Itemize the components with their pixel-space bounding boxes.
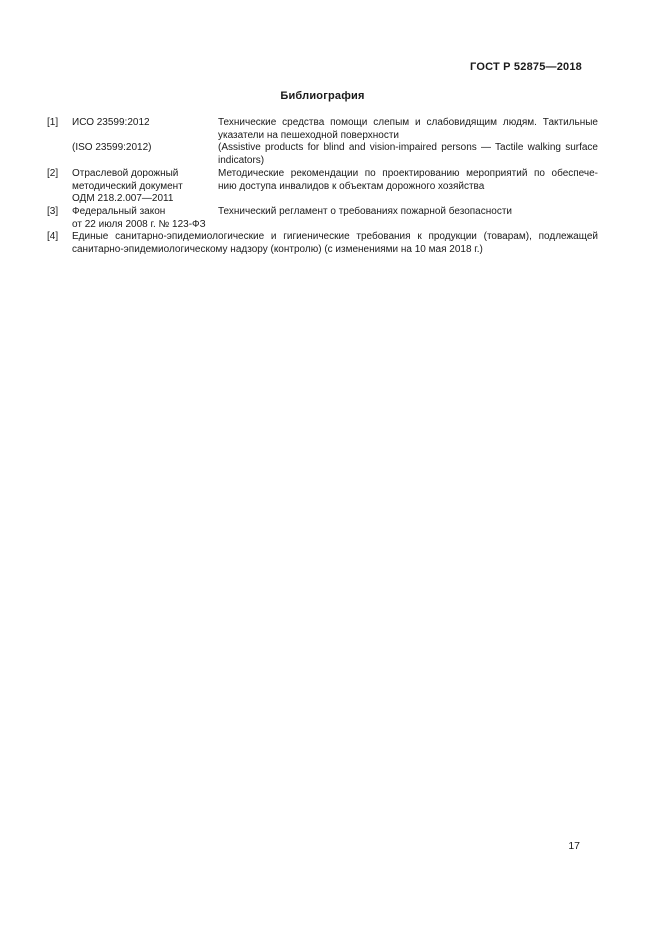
entry-source xyxy=(72,117,218,130)
entry-row xyxy=(72,206,598,231)
bibliography-entry-3 xyxy=(47,206,598,231)
description-line: Технический регламент о требованиях пожарной безопасности xyxy=(218,205,512,217)
description-line: (Assistive products for blind and vision-impaired persons — Tactile walking surface xyxy=(218,142,598,154)
entry-body xyxy=(72,168,598,206)
description-line: Единые санитарно-эпидемиологические и гигиенические требования к продукции (товарам), подлежащей xyxy=(72,231,598,243)
source-line: (ISO 23599:2012) xyxy=(72,142,152,154)
description-line: Методические рекомендации по проектированию мероприятий по обеспече- xyxy=(218,167,598,179)
entry-number: [1] xyxy=(47,117,59,128)
entry-number: [4] xyxy=(47,231,59,243)
description-line: указатели на пешеходной поверхности xyxy=(218,129,400,141)
bibliography-entry-2 xyxy=(47,168,598,206)
source-line: ИСО 23599:2012 xyxy=(72,117,150,128)
entry-description xyxy=(218,117,598,142)
entry-number: [2] xyxy=(47,167,59,179)
entry-description xyxy=(72,231,598,256)
entry-row-russian xyxy=(72,117,598,142)
page-number: 17 xyxy=(568,840,580,852)
entry-description xyxy=(218,142,598,167)
entry-row xyxy=(72,168,598,206)
entry-number: [3] xyxy=(47,205,59,217)
entry-source xyxy=(72,168,218,206)
entry-body xyxy=(72,206,598,231)
description-line: нию доступа инвалидов к объектам дорожного хозяйства xyxy=(218,180,485,192)
source-line: ОДМ 218.2.007—2011 xyxy=(72,193,174,205)
entry-source xyxy=(72,206,218,231)
entry-body xyxy=(72,231,598,256)
description-line: Технические средства помощи слепым и слабовидящим людям. Тактильные xyxy=(218,117,598,128)
bibliography-title: Библиография xyxy=(280,90,365,102)
bibliography-entry-4 xyxy=(47,231,598,256)
entry-body xyxy=(72,117,598,168)
entry-source xyxy=(72,142,218,155)
standard-number-header: ГОСТ Р 52875—2018 xyxy=(470,61,582,73)
entry-description xyxy=(218,206,598,219)
bibliography-entry-1 xyxy=(47,117,598,168)
entry-description xyxy=(218,168,598,193)
source-line: Федеральный закон xyxy=(72,205,166,217)
entry-row-english xyxy=(72,142,598,167)
source-line: от 22 июля 2008 г. № 123-ФЗ xyxy=(72,218,206,230)
source-line: Отраслевой дорожный xyxy=(72,167,179,179)
source-line: методический документ xyxy=(72,180,183,192)
bibliography-list xyxy=(47,117,598,257)
description-line: indicators) xyxy=(218,155,265,167)
description-line: санитарно-эпидемиологическому надзору (контролю) (с изменениями на 10 мая 2018 г.) xyxy=(72,244,483,256)
